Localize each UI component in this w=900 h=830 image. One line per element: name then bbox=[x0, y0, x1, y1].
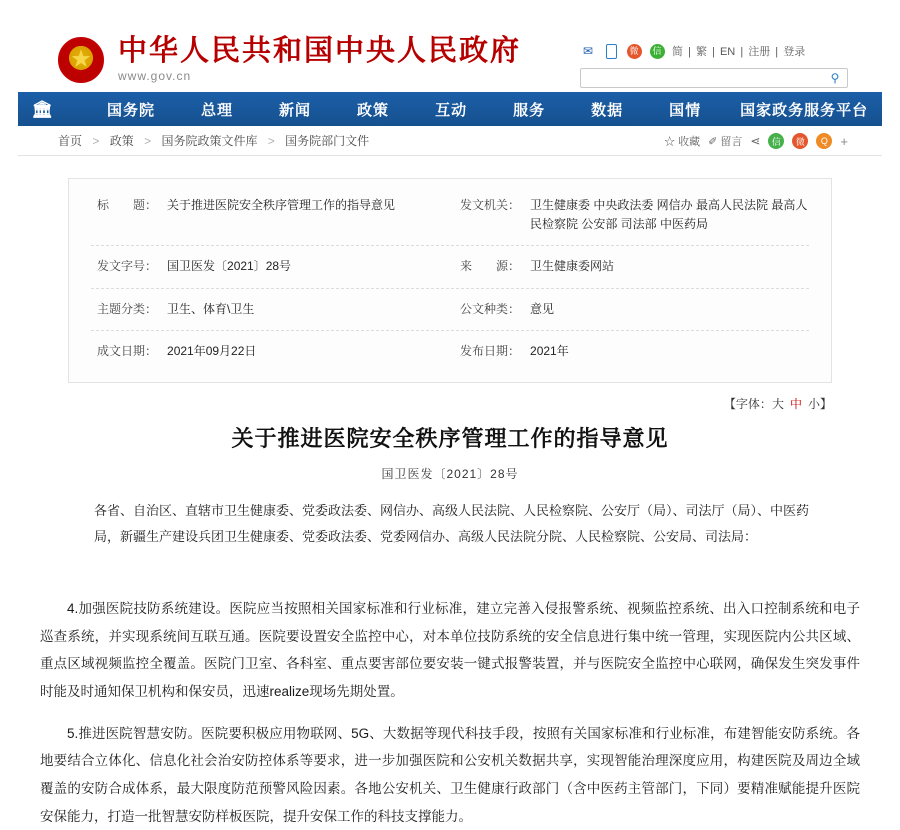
plus-icon[interactable]: + bbox=[840, 133, 848, 149]
nav-item-5[interactable]: 服务 bbox=[513, 101, 546, 119]
font-size-suffix: 】 bbox=[819, 396, 832, 411]
meta-cell-completion-date bbox=[91, 342, 450, 361]
wechat-icon[interactable]: 信 bbox=[649, 44, 665, 58]
font-size-medium[interactable]: 中 bbox=[789, 396, 802, 411]
meta-label-issuing-agency: 发文机关： bbox=[460, 198, 521, 212]
gov-building-icon: 🏛 bbox=[31, 99, 53, 119]
meta-label-source: 来 源： bbox=[460, 259, 521, 274]
article-body bbox=[40, 595, 860, 830]
nav-item-1[interactable]: 总理 bbox=[201, 101, 234, 119]
nav-item-0[interactable]: 国务院 bbox=[107, 101, 156, 119]
register-link[interactable]: 注册 bbox=[748, 46, 771, 58]
search-icon[interactable]: ⚲ bbox=[827, 70, 843, 86]
main-navigation bbox=[0, 92, 900, 126]
search-input[interactable] bbox=[589, 71, 827, 85]
header-utilities bbox=[580, 42, 848, 88]
utility-icon-row bbox=[580, 42, 848, 60]
lang-english[interactable]: EN bbox=[719, 46, 736, 58]
nav-item-2[interactable]: 新闻 bbox=[279, 101, 312, 119]
meta-value-completion-date: 2021年09月22日 bbox=[167, 343, 257, 358]
meta-row bbox=[91, 246, 809, 288]
qq-icon[interactable]: Q bbox=[816, 133, 832, 149]
breadcrumb-item-1[interactable]: 政策 bbox=[109, 134, 134, 148]
article-paragraph: 4.加强医院技防系统建设。医院应当按照相关国家标准和行业标准，建立完善入侵报警系统、视频监控系统、出入口控制系统和电子巡查系统，并实现系统间互联互通。医院要设置安全监控中心，对本单位技防系统的安全信息进行集中统一管理，实现医院内公共区域、重点区域视频监控全覆盖。医院门卫室、各科室、重点要害部位要安装一键式报警装置，并与医院安全监控中心联网，确保发生突发事件时能及时通知保卫机构和保安员，迅速realize现场先期处置。 bbox=[40, 600, 860, 699]
site-brand[interactable] bbox=[58, 36, 521, 83]
collect-label: 收藏 bbox=[678, 136, 701, 148]
font-size-prefix: 【字体： bbox=[723, 396, 772, 411]
font-size-small[interactable]: 小 bbox=[807, 396, 820, 411]
lang-traditional[interactable]: 繁 bbox=[695, 46, 707, 58]
font-size-control bbox=[0, 395, 832, 412]
meta-cell-issuing-agency bbox=[450, 196, 809, 234]
article-actions bbox=[664, 126, 848, 156]
document-meta-table bbox=[68, 178, 832, 383]
nav-item-6[interactable]: 数据 bbox=[591, 101, 624, 119]
breadcrumb-item-2[interactable]: 国务院政策文件库 bbox=[161, 134, 258, 148]
nav-item-4[interactable]: 互动 bbox=[435, 101, 468, 119]
meta-label-doc-number: 发文字号： bbox=[97, 259, 158, 274]
font-size-large[interactable]: 大 bbox=[771, 396, 784, 411]
meta-value-doc-number: 国卫医发〔2021〕28号 bbox=[167, 259, 292, 274]
share-icon: ⋖ bbox=[750, 134, 761, 148]
page-left-margin bbox=[0, 0, 18, 769]
search-box[interactable] bbox=[580, 68, 848, 88]
breadcrumb-sep: > bbox=[267, 134, 275, 148]
meta-value-publish-date: 2021年 bbox=[530, 343, 569, 358]
wechat-icon[interactable]: 信 bbox=[768, 133, 784, 149]
article-addressee: 各省、自治区、直辖市卫生健康委、党委政法委、网信办、高级人民法院、人民检察院、公安厅（局）、司法厅（局）、中医药局，新疆生产建设兵团卫生健康委、党委政法委、党委网信办、高级人民法院分院、人民检察院、公安局、司法局： bbox=[94, 502, 810, 544]
nav-item-8[interactable]: 国家政务服务平台 bbox=[740, 101, 869, 119]
meta-value-title: 关于推进医院安全秩序管理工作的指导意见 bbox=[167, 198, 396, 212]
meta-cell-source bbox=[450, 257, 809, 276]
breadcrumb-bar bbox=[0, 126, 900, 156]
weibo-icon[interactable]: 微 bbox=[792, 133, 808, 149]
meta-cell-title bbox=[91, 196, 450, 234]
meta-label-title: 标 题： bbox=[97, 198, 158, 212]
meta-label-completion-date: 成文日期： bbox=[97, 343, 158, 358]
brand-text bbox=[118, 36, 521, 83]
login-link[interactable]: 登录 bbox=[783, 46, 806, 58]
meta-label-doc-type: 公文种类： bbox=[460, 301, 521, 316]
article-doc-number: 国卫医发〔2021〕28号 bbox=[381, 466, 519, 481]
site-domain: www.gov.cn bbox=[118, 69, 192, 84]
breadcrumb-sep: > bbox=[144, 134, 152, 148]
meta-row bbox=[91, 185, 809, 246]
national-emblem-icon bbox=[58, 37, 104, 83]
nav-item-3[interactable]: 政策 bbox=[357, 101, 390, 119]
meta-value-issuing-agency: 卫生健康委 中央政法委 网信办 最高人民法院 最高人民检察院 公安部 司法部 中医药局 bbox=[530, 198, 808, 232]
meta-cell-doc-number bbox=[91, 257, 450, 276]
meta-cell-subject-category bbox=[91, 300, 450, 319]
meta-cell-doc-type bbox=[450, 300, 809, 319]
site-header bbox=[0, 0, 900, 92]
mail-icon[interactable]: ✉ bbox=[582, 44, 594, 58]
meta-row bbox=[91, 289, 809, 331]
meta-label-subject-category: 主题分类： bbox=[97, 301, 158, 316]
meta-cell-publish-date bbox=[450, 342, 809, 361]
nav-item-7[interactable]: 国情 bbox=[669, 101, 702, 119]
page-title: 关于推进医院安全秩序管理工作的指导意见 bbox=[231, 425, 669, 451]
collect-action[interactable] bbox=[664, 133, 700, 149]
site-title: 中华人民共和国中央人民政府 bbox=[118, 35, 522, 67]
page-right-margin bbox=[882, 0, 900, 769]
meta-label-publish-date: 发布日期： bbox=[460, 343, 521, 358]
message-label: 留言 bbox=[720, 136, 743, 148]
lang-simplified[interactable]: 简 bbox=[672, 46, 683, 58]
mobile-icon[interactable] bbox=[603, 44, 619, 58]
breadcrumb-sep: > bbox=[92, 134, 100, 148]
breadcrumb bbox=[58, 132, 369, 149]
meta-value-subject-category: 卫生、体育\卫生 bbox=[167, 301, 255, 316]
meta-value-source: 卫生健康委网站 bbox=[530, 259, 615, 274]
breadcrumb-item-0[interactable]: 首页 bbox=[58, 134, 83, 148]
breadcrumb-item-3[interactable]: 国务院部门文件 bbox=[285, 134, 370, 148]
star-icon: ☆ bbox=[664, 136, 676, 148]
article-header bbox=[68, 422, 832, 569]
weibo-icon[interactable]: 微 bbox=[626, 44, 642, 58]
lang-links: 简 | 繁 | EN | 注册 | 登录 bbox=[672, 46, 806, 58]
meta-row bbox=[91, 331, 809, 372]
message-action[interactable] bbox=[708, 133, 742, 149]
page-content bbox=[0, 178, 900, 830]
share-action[interactable] bbox=[750, 134, 760, 148]
pencil-icon: ✐ bbox=[708, 135, 718, 148]
meta-value-doc-type: 意见 bbox=[530, 301, 555, 316]
article-paragraph: 5.推进医院智慧安防。医院要积极应用物联网、5G、大数据等现代科技手段，按照有关国家标准和行业标准，布建智能安防系统。各地要结合立体化、信息化社会治安防控体系等要求，进一步加强医院和公安机关数据共享，实现智能治理深度应用，构建医院及周边全域覆盖的安防合成体系，最大限度防范预警风险因素。各地公安机关、卫生健康行政部门（含中医药主管部门，下同）要精准赋能提升医院安保能力，打造一批智慧安防样板医院，提升安保工作的科技支撑能力。 bbox=[40, 725, 860, 824]
